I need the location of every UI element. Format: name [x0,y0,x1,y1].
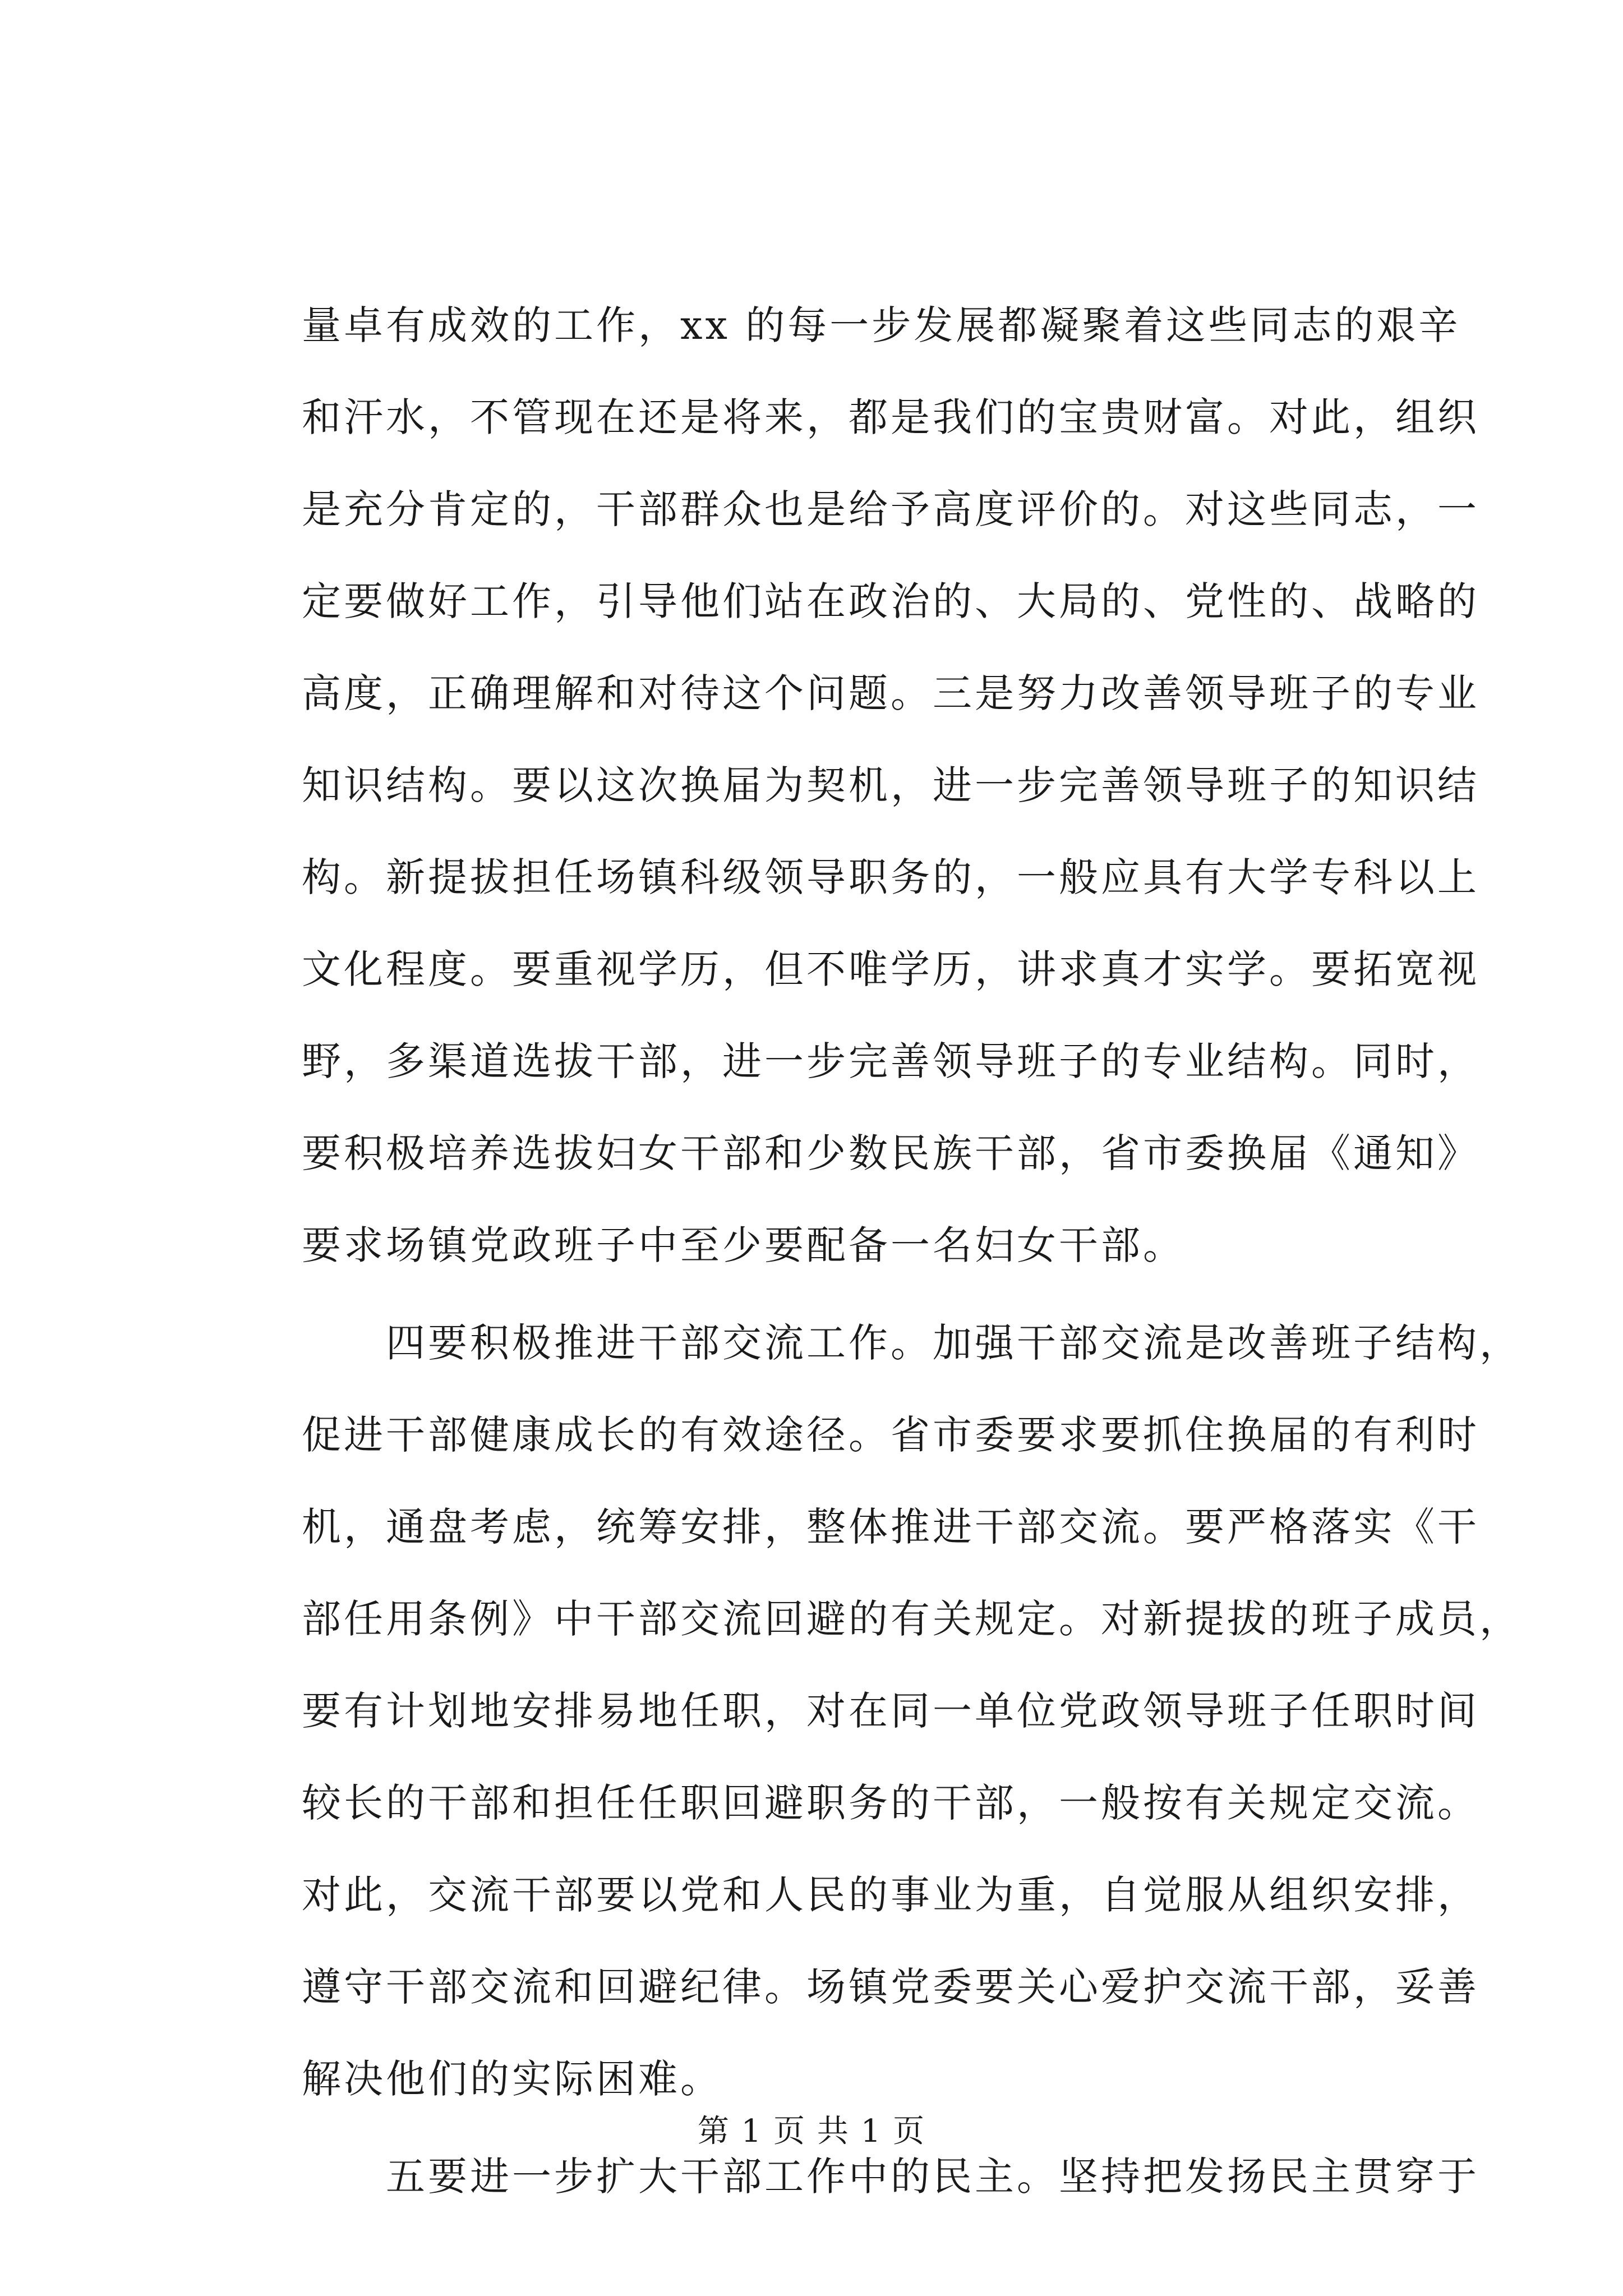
text-line-6: 知识结构。要以这次换届为契机，进一步完善领导班子的知识结 [302,762,1479,808]
text-line-2: 和汗水，不管现在还是将来，都是我们的宝贵财富。对此，组织 [302,394,1479,440]
text-line-10: 要积极培养选拔妇女干部和少数民族干部，省市委换届《通知》 [302,1130,1479,1176]
text-line-20: 解决他们的实际困难。 [302,2056,722,2102]
text-line-13: 促进干部健康成长的有效途径。省市委要求要抓住换届的有利时 [302,1412,1479,1458]
text-line-11: 要求场镇党政班子中至少要配备一名妇女干部。 [302,1222,1185,1268]
text-line-17: 较长的干部和担任任职回避职务的干部，一般按有关规定交流。 [302,1780,1479,1826]
text-line-21: 五要进一步扩大干部工作中的民主。坚持把发扬民主贯穿于 [386,2154,1479,2200]
text-line-1: 量卓有成效的工作，xx 的每一步发展都凝聚着这些同志的艰辛 [302,302,1461,348]
text-line-19: 遵守干部交流和回避纪律。场镇党委要关心爱护交流干部，妥善 [302,1964,1479,2010]
page-footer: 第 1 页 共 1 页 [697,2113,926,2150]
text-line-5: 高度，正确理解和对待这个问题。三是努力改善领导班子的专业 [302,670,1479,716]
text-line-4: 定要做好工作，引导他们站在政治的、大局的、党性的、战略的 [302,578,1479,624]
text-line-7: 构。新提拔担任场镇科级领导职务的，一般应具有大学专科以上 [302,854,1479,900]
text-line-9: 野，多渠道选拔干部，进一步完善领导班子的专业结构。同时， [302,1038,1479,1084]
text-line-3: 是充分肯定的，干部群众也是给予高度评价的。对这些同志，一 [302,486,1479,532]
text-line-18: 对此，交流干部要以党和人民的事业为重，自觉服从组织安排， [302,1872,1479,1918]
text-line-14: 机，通盘考虑，统筹安排，整体推进干部交流。要严格落实《干 [302,1504,1479,1550]
text-line-16: 要有计划地安排易地任职，对在同一单位党政领导班子任职时间 [302,1688,1479,1734]
text-line-12: 四要积极推进干部交流工作。加强干部交流是改善班子结构， [386,1320,1521,1366]
text-line-15: 部任用条例》中干部交流回避的有关规定。对新提拔的班子成员， [302,1596,1521,1642]
text-line-8: 文化程度。要重视学历，但不唯学历，讲求真才实学。要拓宽视 [302,946,1479,992]
